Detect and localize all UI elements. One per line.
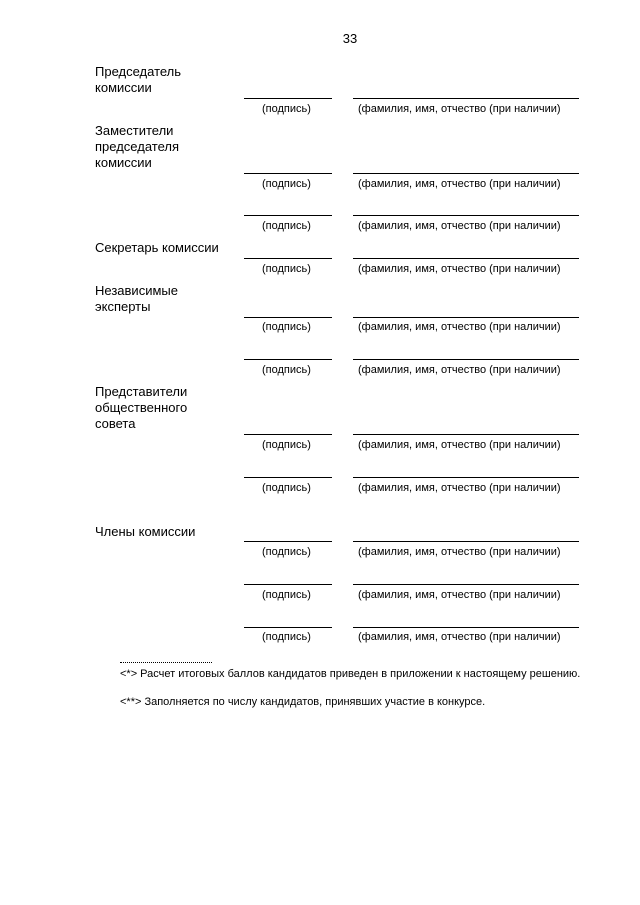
signature-line[interactable] [244, 215, 332, 216]
name-caption: (фамилия, имя, отчество (при наличии) [358, 364, 561, 376]
name-caption: (фамилия, имя, отчество (при наличии) [358, 220, 561, 232]
signature-caption: (подпись) [262, 439, 311, 451]
signature-caption: (подпись) [262, 263, 311, 275]
name-line[interactable] [353, 258, 579, 259]
name-caption: (фамилия, имя, отчество (при наличии) [358, 178, 561, 190]
name-line[interactable] [353, 627, 579, 628]
signature-caption: (подпись) [262, 220, 311, 232]
signature-caption: (подпись) [262, 631, 311, 643]
role-experts: Независимые эксперты [95, 283, 178, 314]
signature-line[interactable] [244, 173, 332, 174]
signature-caption: (подпись) [262, 364, 311, 376]
name-line[interactable] [353, 434, 579, 435]
signature-line[interactable] [244, 627, 332, 628]
name-caption: (фамилия, имя, отчество (при наличии) [358, 321, 561, 333]
signature-caption: (подпись) [262, 589, 311, 601]
signature-line[interactable] [244, 584, 332, 585]
footnote-separator [120, 662, 212, 663]
name-caption: (фамилия, имя, отчество (при наличии) [358, 546, 561, 558]
name-line[interactable] [353, 359, 579, 360]
name-caption: (фамилия, имя, отчество (при наличии) [358, 263, 561, 275]
page-number: 33 [342, 31, 358, 46]
signature-caption: (подпись) [262, 103, 311, 115]
footnote-2: <**> Заполняется по числу кандидатов, принявших участие в конкурсе. [120, 696, 486, 708]
role-secretary: Секретарь комиссии [95, 240, 219, 255]
role-council: Представители общественного совета [95, 384, 188, 431]
name-line[interactable] [353, 541, 579, 542]
signature-line[interactable] [244, 434, 332, 435]
signature-line[interactable] [244, 258, 332, 259]
name-caption: (фамилия, имя, отчество (при наличии) [358, 589, 561, 601]
signature-caption: (подпись) [262, 546, 311, 558]
name-line[interactable] [353, 317, 579, 318]
name-line[interactable] [353, 215, 579, 216]
signature-caption: (подпись) [262, 178, 311, 190]
signature-caption: (подпись) [262, 482, 311, 494]
name-line[interactable] [353, 584, 579, 585]
name-caption: (фамилия, имя, отчество (при наличии) [358, 439, 561, 451]
signature-caption: (подпись) [262, 321, 311, 333]
role-members: Члены комиссии [95, 524, 196, 539]
signature-line[interactable] [244, 317, 332, 318]
name-line[interactable] [353, 173, 579, 174]
role-deputies: Заместители председателя комиссии [95, 123, 180, 170]
signature-line[interactable] [244, 541, 332, 542]
signature-line[interactable] [244, 359, 332, 360]
name-caption: (фамилия, имя, отчество (при наличии) [358, 631, 561, 643]
name-caption: (фамилия, имя, отчество (при наличии) [358, 103, 561, 115]
role-chairman: Председатель комиссии [95, 64, 182, 95]
signature-line[interactable] [244, 477, 332, 478]
footnote-1: <*> Расчет итоговых баллов кандидатов приведен в приложении к настоящему решению. [120, 668, 581, 680]
name-line[interactable] [353, 477, 579, 478]
name-caption: (фамилия, имя, отчество (при наличии) [358, 482, 561, 494]
name-line[interactable] [353, 98, 579, 99]
signature-line[interactable] [244, 98, 332, 99]
